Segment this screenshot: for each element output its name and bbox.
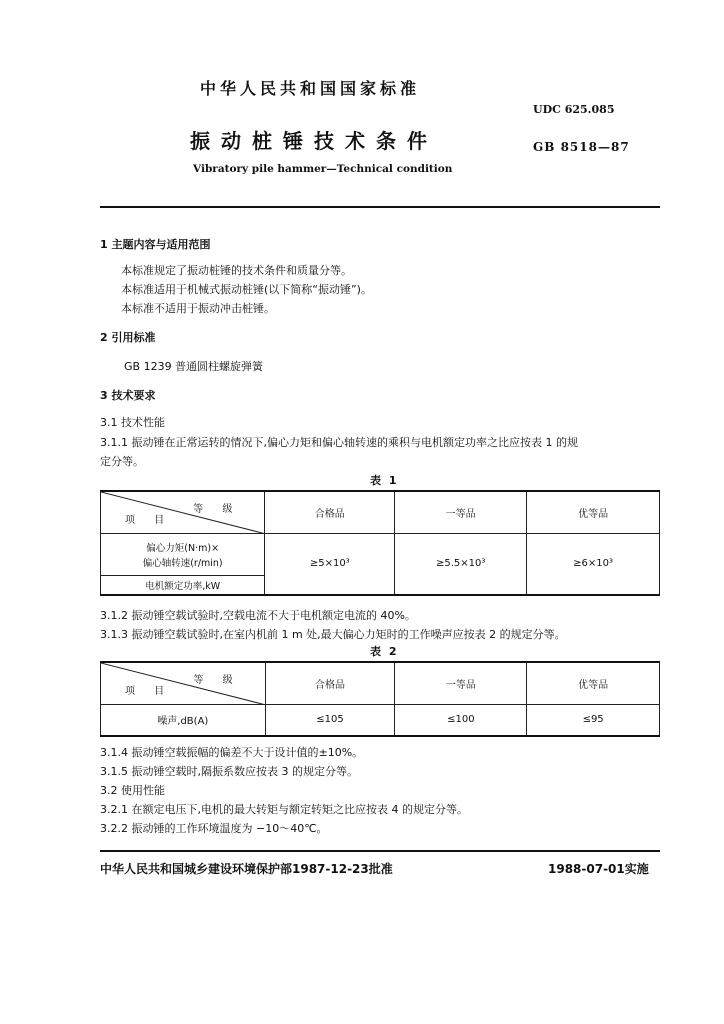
- clause-3-2: 3.2 使用性能: [100, 784, 165, 797]
- national-standard-label: 中华人民共和国国家标准: [200, 79, 421, 98]
- column-header-first-class: 一等品: [395, 662, 527, 704]
- row-label-line: 偏心力矩(N·m)×: [146, 543, 220, 554]
- table-header-diagonal-cell: [101, 491, 265, 533]
- grade-header: 等 级: [193, 675, 241, 686]
- table-cell-first-class-value: ≤100: [395, 704, 527, 736]
- column-header-superior: 优等品: [527, 491, 660, 533]
- document-title: 振动桩锤技术条件: [190, 129, 438, 153]
- column-header-qualified: 合格品: [265, 662, 395, 704]
- column-header-first-class: 一等品: [395, 491, 527, 533]
- section-2-heading: 2 引用标准: [100, 331, 156, 344]
- english-title: Vibratory pile hammer—Technical condition: [193, 163, 453, 175]
- column-header-qualified: 合格品: [265, 491, 395, 533]
- section-1-paragraph: 本标准不适用于振动冲击桩锤。: [121, 302, 275, 315]
- section-1-paragraph: 本标准规定了振动桩锤的技术条件和质量分等。: [121, 264, 352, 277]
- table-header-diagonal-cell: [101, 662, 266, 704]
- clause-3-1-4: 3.1.4 振动锤空载振幅的偏差不大于设计值的±10%。: [100, 746, 364, 759]
- table-1-caption: 表 1: [370, 474, 399, 487]
- table-2: [100, 661, 660, 737]
- table-cell-qualified-value: ≥5×10³: [265, 533, 395, 595]
- referenced-standard: GB 1239 普通圆柱螺旋弹簧: [124, 360, 264, 373]
- clause-3-2-1: 3.2.1 在额定电压下,电机的最大转矩与额定转矩之比应按表 4 的规定分等。: [100, 803, 468, 816]
- clause-3-1-1-continued: 定分等。: [100, 455, 144, 468]
- udc-code: UDC 625.085: [533, 103, 615, 116]
- clause-3-1-3: 3.1.3 振动锤空载试验时,在室内机前 1 m 处,最大偏心力矩时的工作噪声应按表 2 的规定分等。: [100, 628, 566, 641]
- footer-divider: [100, 850, 660, 852]
- row-label-noise: 噪声,dB(A): [101, 704, 266, 736]
- row-label-line: 偏心轴转速(r/min): [142, 558, 223, 569]
- section-1-paragraph: 本标准适用于机械式振动桩锤(以下简称“振动锤”)。: [121, 283, 372, 296]
- row-label-top: [101, 533, 265, 575]
- implementation-date: 1988-07-01实施: [548, 862, 649, 876]
- table-cell-superior-value: ≥6×10³: [527, 533, 660, 595]
- section-3-heading: 3 技术要求: [100, 389, 156, 402]
- table-cell-superior-value: ≤95: [527, 704, 660, 736]
- clause-3-1-1: 3.1.1 振动锤在正常运转的情况下,偏心力矩和偏心轴转速的乘积与电机额定功率之比应按表 1 的规: [100, 436, 578, 449]
- approval-statement: 中华人民共和国城乡建设环境保护部1987-12-23批准: [100, 862, 393, 876]
- table-cell-qualified-value: ≤105: [265, 704, 395, 736]
- column-header-superior: 优等品: [527, 662, 660, 704]
- grade-header: 等 级: [193, 504, 241, 515]
- standard-number: GB 8518—87: [533, 140, 630, 154]
- section-1-heading: 1 主题内容与适用范围: [100, 238, 211, 251]
- clause-3-2-2: 3.2.2 振动锤的工作环境温度为 −10～40℃。: [100, 822, 328, 835]
- table-2-caption: 表 2: [370, 645, 399, 658]
- clause-3-1: 3.1 技术性能: [100, 416, 165, 429]
- header-divider: [100, 206, 660, 208]
- table-1: [100, 490, 660, 596]
- clause-3-1-2: 3.1.2 振动锤空载试验时,空载电流不大于电机额定电流的 40%。: [100, 609, 416, 622]
- row-label-denominator: 电机额定功率,kW: [101, 575, 265, 595]
- clause-3-1-5: 3.1.5 振动锤空载时,隔振系数应按表 3 的规定分等。: [100, 765, 358, 778]
- table-cell-first-class-value: ≥5.5×10³: [395, 533, 527, 595]
- item-header: 项 目: [125, 685, 173, 697]
- item-header: 项 目: [125, 514, 173, 526]
